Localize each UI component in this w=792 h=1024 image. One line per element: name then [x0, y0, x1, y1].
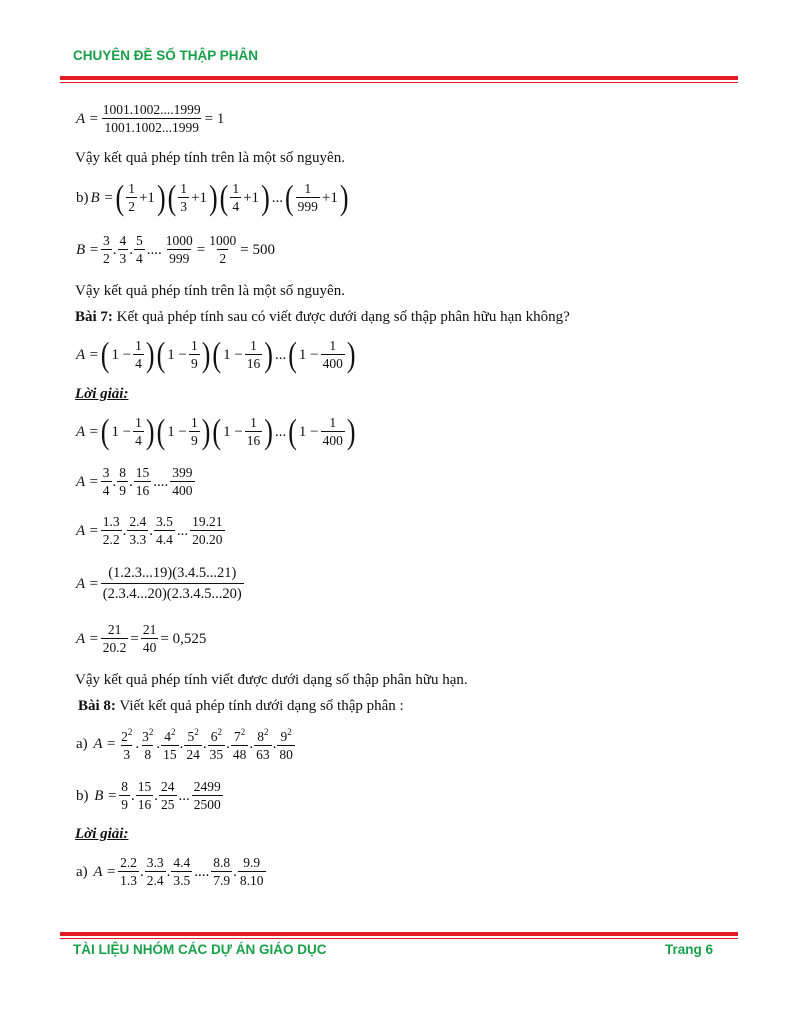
power-fraction: $\frac{9^2}{80}$ [279, 727, 293, 762]
power-fraction: $\frac{8^2}{63}$ [256, 727, 270, 762]
conclusion-text-1: Vậy kết quả phép tính trên là một số nguyên. [75, 150, 345, 166]
equation-b-result: B = $\frac{3}{2}$ . $\frac{4}{3}$ . $\frac{5}{4}$ .... $\frac{1000}{999}$ = $\frac{1000}{2}$ = 500 [76, 233, 275, 266]
conclusion-text-3: Vậy kết quả phép tính viết được dưới dạng số thập phân hữu hạn. [75, 672, 468, 688]
power-fraction: $\frac{4^2}{15}$ [163, 727, 177, 762]
power-fraction: $\frac{3^2}{8}$ [142, 727, 154, 762]
equation-b-definition: b) B = ( $\frac{1}{2}$ +1 ) ( $\frac{1}{3}$ +1 ) ( $\frac{1}{4}$ +1 ) ... ( $\frac{1}{999}$ +1 ) [76, 177, 349, 217]
page-header-title: CHUYÊN ĐỀ SỐ THẬP PHÂN [73, 48, 259, 63]
power-fraction: $\frac{7^2}{48}$ [232, 727, 247, 762]
header-divider [60, 76, 738, 83]
footer-divider [60, 932, 738, 939]
solution-7-expression: A = ( 1 − $\frac{1}{4}$ ) ( 1 − $\frac{1}{9}$ ) ( 1 − $\frac{1}{16}$ ) ... ( 1 − $\frac{1}{400}$ ) [76, 411, 356, 451]
power-fraction: $\frac{2^2}{3}$ [121, 727, 133, 762]
exercise-8-prompt: Bài 8: Viết kết quả phép tính dưới dạng số thập phân : [78, 698, 404, 714]
solution-8a-step-1: a) A = $\frac{2.2}{1.3}$ . $\frac{3.3}{2.4}$ . $\frac{4.4}{3.5}$ .... $\frac{8.8}{7.9}$ . $\frac{9.9}{8.10}$ [76, 855, 264, 888]
exercise-7-expression: A = ( 1 − $\frac{1}{4}$ ) ( 1 − $\frac{1}{9}$ ) ( 1 − $\frac{1}{16}$ ) ... ( 1 − $\frac{1}{400}$ ) [76, 334, 356, 374]
solution-7-step-2: A = $\frac{1.3}{2.2}$ . $\frac{2.4}{3.3}$ . $\frac{3.5}{4.4}$ ... $\frac{19.21}{20.20}$ [76, 514, 223, 547]
power-fraction: $\frac{6^2}{35}$ [209, 727, 224, 762]
exercise-8a-expression: a) A = $\frac{2^2}{3}$ . $\frac{3^2}{8}$ . $\frac{4^2}{15}$ . $\frac{5^2}{24}$ . $\frac{6^2}{35}$ . $\frac{7^2}{48}$ . $\frac{8^2}{63}$ . $\frac{9^2}{80}$ [75, 724, 297, 763]
footer-left-text: TÀI LIỆU NHÓM CÁC DỰ ÁN GIÁO DỤC [73, 942, 327, 957]
page-number: Trang 6 [664, 942, 713, 957]
power-fraction: $\frac{5^2}{24}$ [186, 727, 200, 762]
solution-heading-2: Lời giải: [75, 826, 129, 842]
exercise-8b-expression: b) B = $\frac{8}{9}$ . $\frac{15}{16}$ . $\frac{24}{25}$ ... $\frac{2499}{2500}$ [76, 779, 221, 812]
solution-7-step-1: A = $\frac{3}{4}$ . $\frac{8}{9}$ . $\frac{15}{16}$ .... $\frac{399}{400}$ [76, 465, 193, 498]
conclusion-text-2: Vậy kết quả phép tính trên là một số nguyên. [75, 283, 345, 299]
equation-a-result: A = $\frac{1001.1002....1999}{1001.1002...1999}$ = 1 [76, 102, 225, 135]
solution-7-result: A = $\frac{21}{20.2}$ = $\frac{21}{40}$ = 0,525 [76, 622, 207, 655]
exercise-7-prompt: Bài 7: Kết quả phép tính sau có viết được dưới dạng số thập phân hữu hạn không? [75, 309, 570, 325]
solution-heading-1: Lời giải: [75, 386, 129, 402]
solution-7-step-3: A = $\frac{(1.2.3...19)(3.4.5...21)}{(2.3.4...20)(2.3.4.5...20)}$ [76, 565, 242, 602]
